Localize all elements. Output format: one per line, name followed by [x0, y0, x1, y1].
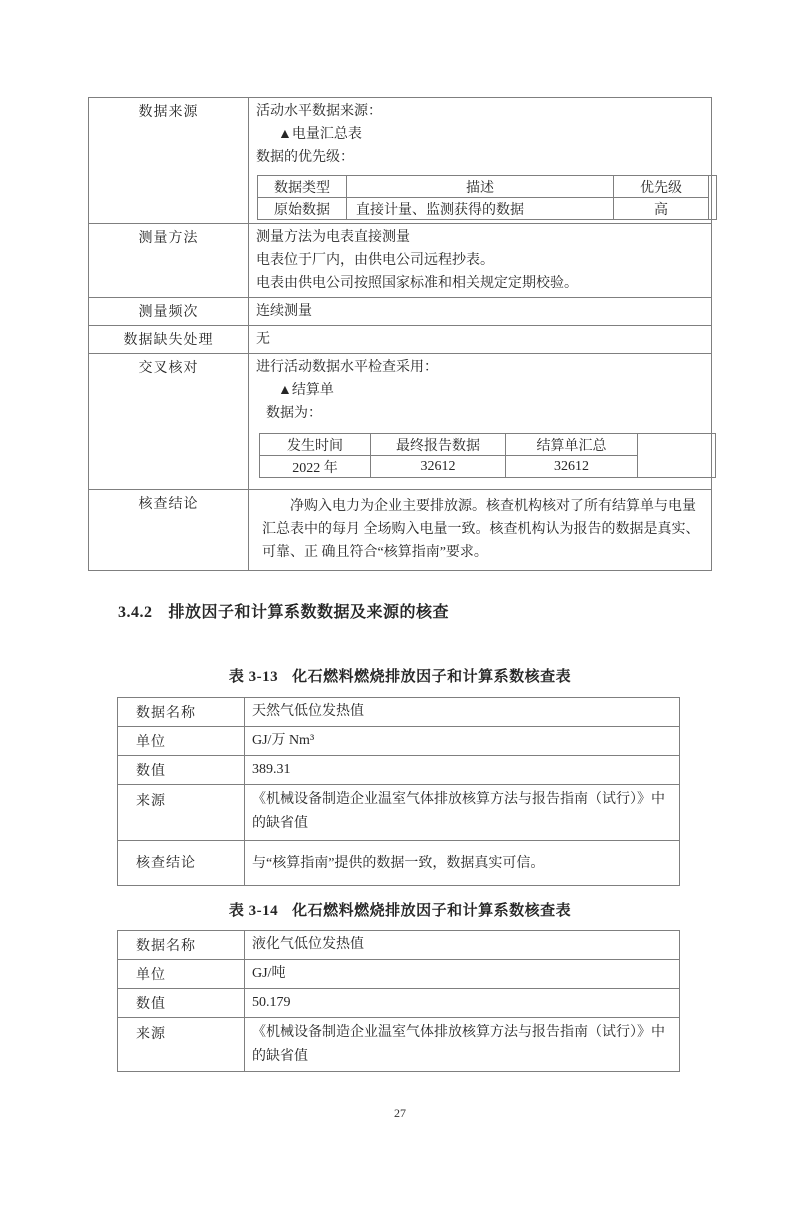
row-label: 数值 [118, 989, 245, 1018]
row-value: 与“核算指南”提供的数据一致，数据真实可信。 [245, 841, 680, 886]
table-row-cross-check [89, 354, 712, 490]
row-label: 数据名称 [118, 931, 245, 960]
content-line-bullet: ▲电量汇总表 [278, 127, 362, 142]
row-label: 来源 [118, 785, 245, 841]
content-line: 测量方法为电表直接测量 [256, 230, 410, 245]
row-value: GJ/万 Nm³ [245, 727, 680, 756]
fossil-fuel-factor-table-3-14 [117, 930, 680, 1072]
content-line: 数据为： [266, 406, 322, 421]
row-value: 液化气低位发热值 [245, 931, 680, 960]
content-line: 电表位于厂内，由供电公司远程抄表。 [256, 253, 494, 268]
caption-title: 化石燃料燃烧排放因子和计算系数核查表 [292, 669, 572, 685]
row-label: 来源 [118, 1018, 245, 1072]
content-line: 进行活动数据水平检查采用： [256, 360, 438, 375]
row-content [249, 326, 712, 354]
row-value: 《机械设备制造企业温室气体排放核算方法与报告指南（试行）》中的缺省值 [245, 785, 680, 841]
row-value: 50.179 [245, 989, 680, 1018]
column-header: 结算单汇总 [506, 434, 638, 456]
table-row-value [118, 756, 680, 785]
row-label: 单位 [118, 727, 245, 756]
caption-title: 化石燃料燃烧排放因子和计算系数核查表 [292, 903, 572, 919]
data-priority-table [257, 175, 717, 220]
table-row-unit [118, 727, 680, 756]
table-row-source [118, 785, 680, 841]
table-row-missing-data-handling [89, 326, 712, 354]
row-label: 测量频次 [89, 298, 249, 326]
table-cell: 高 [614, 198, 709, 220]
table-row-value [118, 989, 680, 1018]
table-row-data-name [118, 931, 680, 960]
table-cell: 32612 [506, 456, 638, 478]
table-row [258, 198, 717, 220]
table-row [258, 176, 717, 198]
row-label: 单位 [118, 960, 245, 989]
table-row-verification-conclusion [89, 490, 712, 571]
content-line: 无 [256, 332, 270, 347]
table-3-14-caption [0, 899, 800, 920]
row-label: 测量方法 [89, 224, 249, 298]
conclusion-paragraph: 净购入电力为企业主要排放源。核查机构核对了所有结算单与电量汇总表中的每月 全场购入电量一致。核查机构认为报告的数据是真实、可靠、正 确且符合“核算指南”要求。 [262, 499, 700, 560]
content-line: 连续测量 [256, 304, 312, 319]
settlement-comparison-table [259, 433, 716, 478]
table-row-data-source [89, 98, 712, 224]
row-value: 389.31 [245, 756, 680, 785]
column-header: 数据类型 [258, 176, 347, 198]
table-cell: 2022 年 [260, 456, 371, 478]
section-number: 3.4.2 [118, 604, 153, 621]
page-number: 27 [394, 1106, 406, 1120]
caption-label: 表 3-13 [228, 669, 279, 685]
content-line-bullet: ▲结算单 [278, 383, 334, 398]
empty-cell [709, 176, 717, 220]
row-value: 天然气低位发热值 [245, 698, 680, 727]
row-value: GJ/吨 [245, 960, 680, 989]
row-label: 数据来源 [89, 98, 249, 224]
row-content [249, 98, 712, 224]
table-row-data-name [118, 698, 680, 727]
caption-label: 表 3-14 [228, 903, 279, 919]
table-cell: 32612 [371, 456, 506, 478]
row-label: 数据缺失处理 [89, 326, 249, 354]
table-row-measurement-frequency [89, 298, 712, 326]
fossil-fuel-factor-table-3-13 [117, 697, 680, 886]
row-content [249, 490, 712, 571]
row-label: 数据名称 [118, 698, 245, 727]
table-3-13-caption [0, 665, 800, 686]
column-header: 描述 [347, 176, 614, 198]
table-row-source [118, 1018, 680, 1072]
row-label: 核查结论 [89, 490, 249, 571]
table-row-conclusion [118, 841, 680, 886]
row-label: 核查结论 [118, 841, 245, 886]
document-page [0, 97, 800, 1229]
table-row-measurement-method [89, 224, 712, 298]
column-header: 最终报告数据 [371, 434, 506, 456]
table-cell: 原始数据 [258, 198, 347, 220]
content-line: 数据的优先级： [256, 150, 354, 165]
activity-data-verification-table [88, 97, 712, 571]
row-content [249, 224, 712, 298]
table-row [260, 434, 716, 456]
table-row-unit [118, 960, 680, 989]
row-label: 交叉核对 [89, 354, 249, 490]
column-header: 发生时间 [260, 434, 371, 456]
row-content [249, 298, 712, 326]
table-cell: 直接计量、监测获得的数据 [347, 198, 614, 220]
row-value: 《机械设备制造企业温室气体排放核算方法与报告指南（试行）》中的缺省值 [245, 1018, 680, 1072]
content-line: 电表由供电公司按照国家标准和相关规定定期校验。 [256, 276, 578, 291]
empty-cell [638, 434, 716, 478]
section-heading [118, 599, 800, 622]
content-line: 活动水平数据来源： [256, 104, 382, 119]
column-header: 优先级 [614, 176, 709, 198]
row-label: 数值 [118, 756, 245, 785]
row-content [249, 354, 712, 490]
section-title: 排放因子和计算系数数据及来源的核查 [168, 604, 450, 621]
